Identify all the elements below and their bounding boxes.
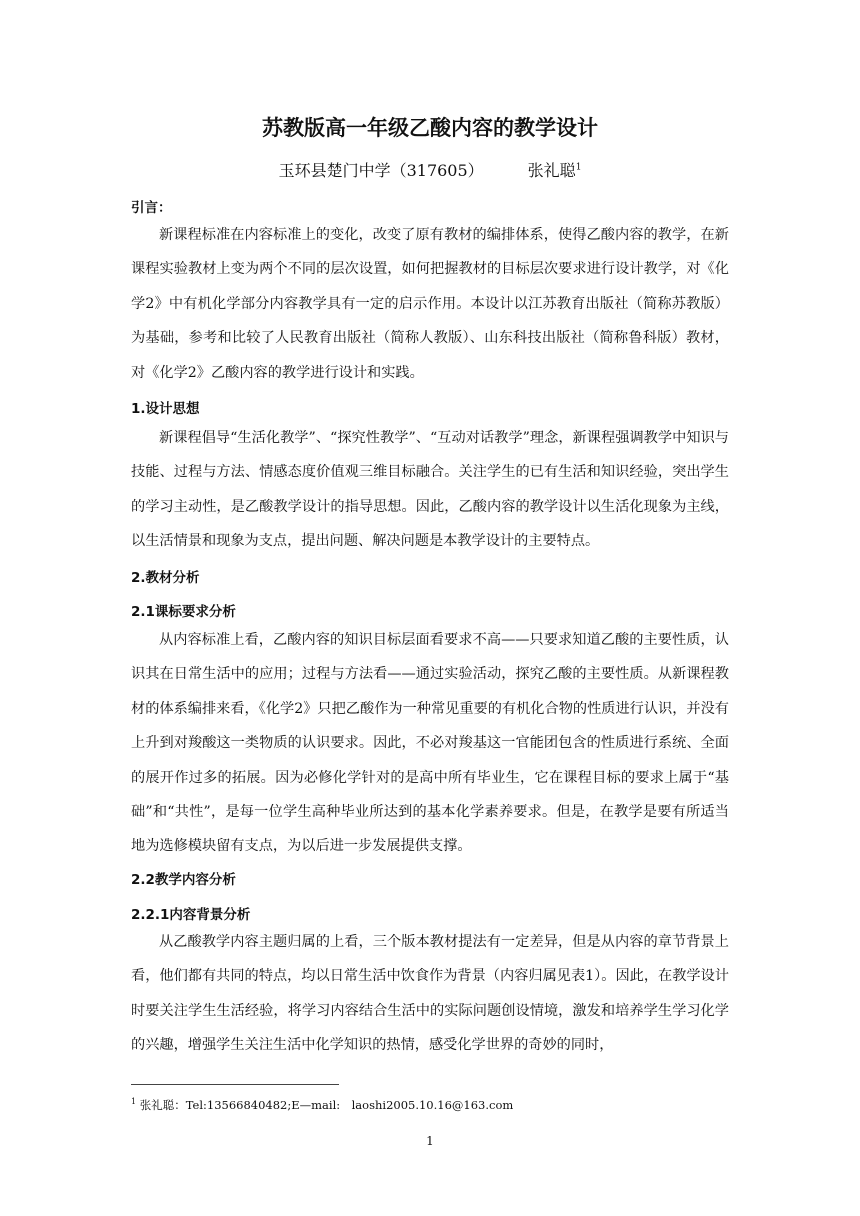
section-2-2-1-paragraph: 从乙酸教学内容主题归属的上看，三个版本教材提法有一定差异，但是从内容的章节背景上看，他们都有共同的特点，均以日常生活中饮食作为背景（内容归属见表1）。因此，在教学设计时要关注学生生活经验，将学习内容结合生活中的实际问题创设情境，激发和培养学生学习化学的兴趣，增强学生关注生活中化学知识的热情，感受化学世界的奇妙的同时， xyxy=(131,934,729,1054)
section-2-1-paragraph: 从内容标准上看，乙酸内容的知识目标层面看要求不高——只要求知道乙酸的主要性质，认识其在日常生活中的应用；过程与方法看——通过实验活动，探究乙酸的主要性质。从新课程教材的体系编排来看，《化学2》只把乙酸作为一种常见重要的有机化合物的性质进行认识，并没有上升到对羧酸这一类物质的认识要求。因此，不必对羧基这一官能团包含的性质进行系统、全面的展开作过多的拓展。因为必修化学针对的是高中所有毕业生，它在课程目标的要求上属于“基础”和“共性”，是每一位学生高种毕业所达到的基本化学素养要求。但是，在教学是要有所适当地为选修模块留有支点，为以后进一步发展提供支撑。 xyxy=(131,632,729,855)
page-number: 1 xyxy=(426,1134,434,1148)
footnote-text: 张礼聪：Tel:13566840482;E—mail: laoshi2005.10.16@163.com xyxy=(139,1098,514,1112)
section-1-heading: 1.设计思想 xyxy=(131,401,200,417)
page-title: 苏教版高一年级乙酸内容的教学设计 xyxy=(262,116,598,140)
intro-paragraph: 新课程标准在内容标准上的变化，改变了原有教材的编排体系，使得乙酸内容的教学，在新课程实验教材上变为两个不同的层次设置，如何把握教材的目标层次要求进行设计教学，对《化学2》中有机化学部分内容教学具有一定的启示作用。本设计以江苏教育出版社（简称苏教版）为基础，参考和比较了人民教育出版社（简称人教版）、山东科技出版社（简称鲁科版）教材，对《化学2》乙酸内容的教学进行设计和实践。 xyxy=(131,227,729,381)
footnote-divider xyxy=(131,1084,339,1085)
section-1-paragraph: 新课程倡导“生活化教学”、“探究性教学”、“互动对话教学”理念，新课程强调教学中知识与技能、过程与方法、情感态度价值观三维目标融合。关注学生的已有生活和知识经验，突出学生的学习主动性，是乙酸教学设计的指导思想。因此，乙酸内容的教学设计以生活化现象为主线，以生活情景和现象为支点，提出问题、解决问题是本教学设计的主要特点。 xyxy=(131,430,729,550)
author-line xyxy=(0,158,860,181)
author-footnote-mark: 1 xyxy=(575,162,582,173)
author-name: 张礼聪 xyxy=(527,161,576,180)
author-affiliation: 玉环县楚门中学（317605） xyxy=(278,161,484,180)
section-2-2-1-heading: 2.2.1内容背景分析 xyxy=(131,907,251,923)
footnote xyxy=(131,1097,513,1113)
section-2-1-heading: 2.1课标要求分析 xyxy=(131,604,236,620)
footnote-mark: 1 xyxy=(131,1097,137,1107)
section-2-heading: 2.教材分析 xyxy=(131,570,200,586)
section-2-2-heading: 2.2教学内容分析 xyxy=(131,872,236,888)
intro-heading: 引言： xyxy=(131,200,172,216)
